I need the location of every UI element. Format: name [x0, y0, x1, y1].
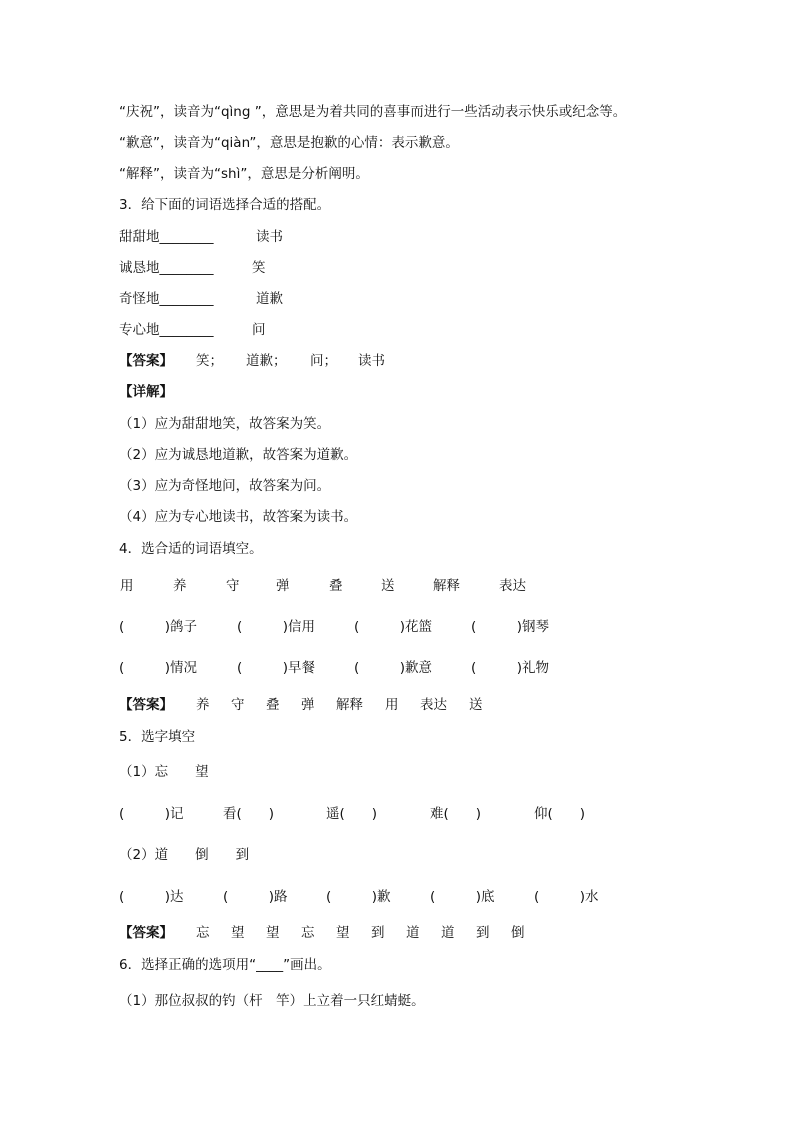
q3-pair-left: 专心地________ [119, 322, 214, 338]
q5-sub2: （2）道 倒 到 [119, 847, 250, 863]
explanation-qian: “歉意”，读音为“qiàn”，意思是抱歉的心情：表示歉意。 [119, 135, 459, 151]
q4-answer: 表达 [420, 697, 447, 713]
q4-answer: 解释 [336, 697, 363, 713]
q4-answer-label: 【答案】 [119, 697, 173, 713]
q4-answer: 用 [385, 697, 399, 713]
q4-blank: ( )礼物 [471, 660, 550, 676]
q5-blank: ( )底 [430, 889, 495, 905]
q5-blank: 看( ) [223, 806, 275, 822]
q3-pair-right: 读书 [256, 229, 283, 245]
explanation-shi: “解释”，读音为“shì”，意思是分析阐明。 [119, 166, 369, 182]
q5-sub1: （1）忘 望 [119, 764, 209, 780]
q4-blank: ( )情况 [119, 660, 198, 676]
q4-word: 养 [173, 578, 187, 594]
q3-pair-right: 道歉 [256, 291, 283, 307]
q4-blank: ( )钢琴 [471, 619, 550, 635]
q4-answer: 弹 [301, 697, 315, 713]
q3-detail: （2）应为诚恳地道歉，故答案为道歉。 [119, 447, 358, 463]
q4-answer: 送 [469, 697, 483, 713]
q4-word: 叠 [329, 578, 343, 594]
q5-blank: ( )歉 [326, 889, 391, 905]
q3-answer: 问； [310, 353, 337, 369]
q4-word: 送 [381, 578, 395, 594]
q5-answer-label: 【答案】 [119, 925, 173, 941]
q5-answer: 忘 [196, 925, 210, 941]
q5-answer: 道 [441, 925, 455, 941]
q5-answer: 望 [336, 925, 350, 941]
q4-word: 表达 [499, 578, 526, 594]
q6-title: 6．选择正确的选项用“____”画出。 [119, 957, 331, 973]
q5-blank: ( )路 [223, 889, 288, 905]
q4-blank: ( )花篮 [354, 619, 433, 635]
q4-word: 用 [120, 578, 134, 594]
q3-answer-label: 【答案】 [119, 353, 173, 369]
q3-pair-left: 诚恳地________ [119, 260, 214, 276]
q5-blank: ( )水 [534, 889, 599, 905]
q5-title: 5．选字填空 [119, 729, 196, 745]
q5-blank: 仰( ) [534, 806, 586, 822]
q4-word: 解释 [433, 578, 460, 594]
q5-answer: 到 [371, 925, 385, 941]
q4-title: 4．选合适的词语填空。 [119, 541, 263, 557]
q3-pair-right: 问 [252, 322, 266, 338]
q6-sub1: （1）那位叔叔的钓（杆 竿）上立着一只红蜻蜓。 [119, 993, 425, 1009]
q3-answer: 道歉； [246, 353, 287, 369]
q3-pair-left: 甜甜地________ [119, 229, 214, 245]
q4-word: 弹 [276, 578, 290, 594]
q5-answer: 望 [231, 925, 245, 941]
q3-pair-right: 笑 [252, 260, 266, 276]
explanation-qing: “庆祝”，读音为“qìng ”，意思是为着共同的喜事而进行一些活动表示快乐或纪念等。 [119, 104, 627, 120]
q5-answer: 忘 [301, 925, 315, 941]
q5-answer: 望 [266, 925, 280, 941]
q3-answer: 读书 [358, 353, 385, 369]
q4-word: 守 [226, 578, 240, 594]
q4-blank: ( )鸽子 [119, 619, 198, 635]
q3-detail: （3）应为奇怪地问，故答案为问。 [119, 478, 331, 494]
q4-answer: 叠 [266, 697, 280, 713]
q4-answer: 养 [196, 697, 210, 713]
q3-detail-label: 【详解】 [119, 384, 173, 400]
q3-pair-left: 奇怪地________ [119, 291, 214, 307]
q5-blank: ( )达 [119, 889, 184, 905]
q5-answer: 到 [476, 925, 490, 941]
q3-detail: （1）应为甜甜地笑，故答案为笑。 [119, 416, 331, 432]
q4-blank: ( )歉意 [354, 660, 433, 676]
q4-blank: ( )信用 [237, 619, 316, 635]
q4-blank: ( )早餐 [237, 660, 316, 676]
q3-answer: 笑； [196, 353, 223, 369]
q3-title: 3．给下面的词语选择合适的搭配。 [119, 197, 331, 213]
q5-blank: 难( ) [430, 806, 482, 822]
q5-blank: 遥( ) [326, 806, 378, 822]
q3-detail: （4）应为专心地读书，故答案为读书。 [119, 509, 358, 525]
q5-blank: ( )记 [119, 806, 184, 822]
q4-answer: 守 [231, 697, 245, 713]
q5-answer: 倒 [511, 925, 525, 941]
q5-answer: 道 [406, 925, 420, 941]
